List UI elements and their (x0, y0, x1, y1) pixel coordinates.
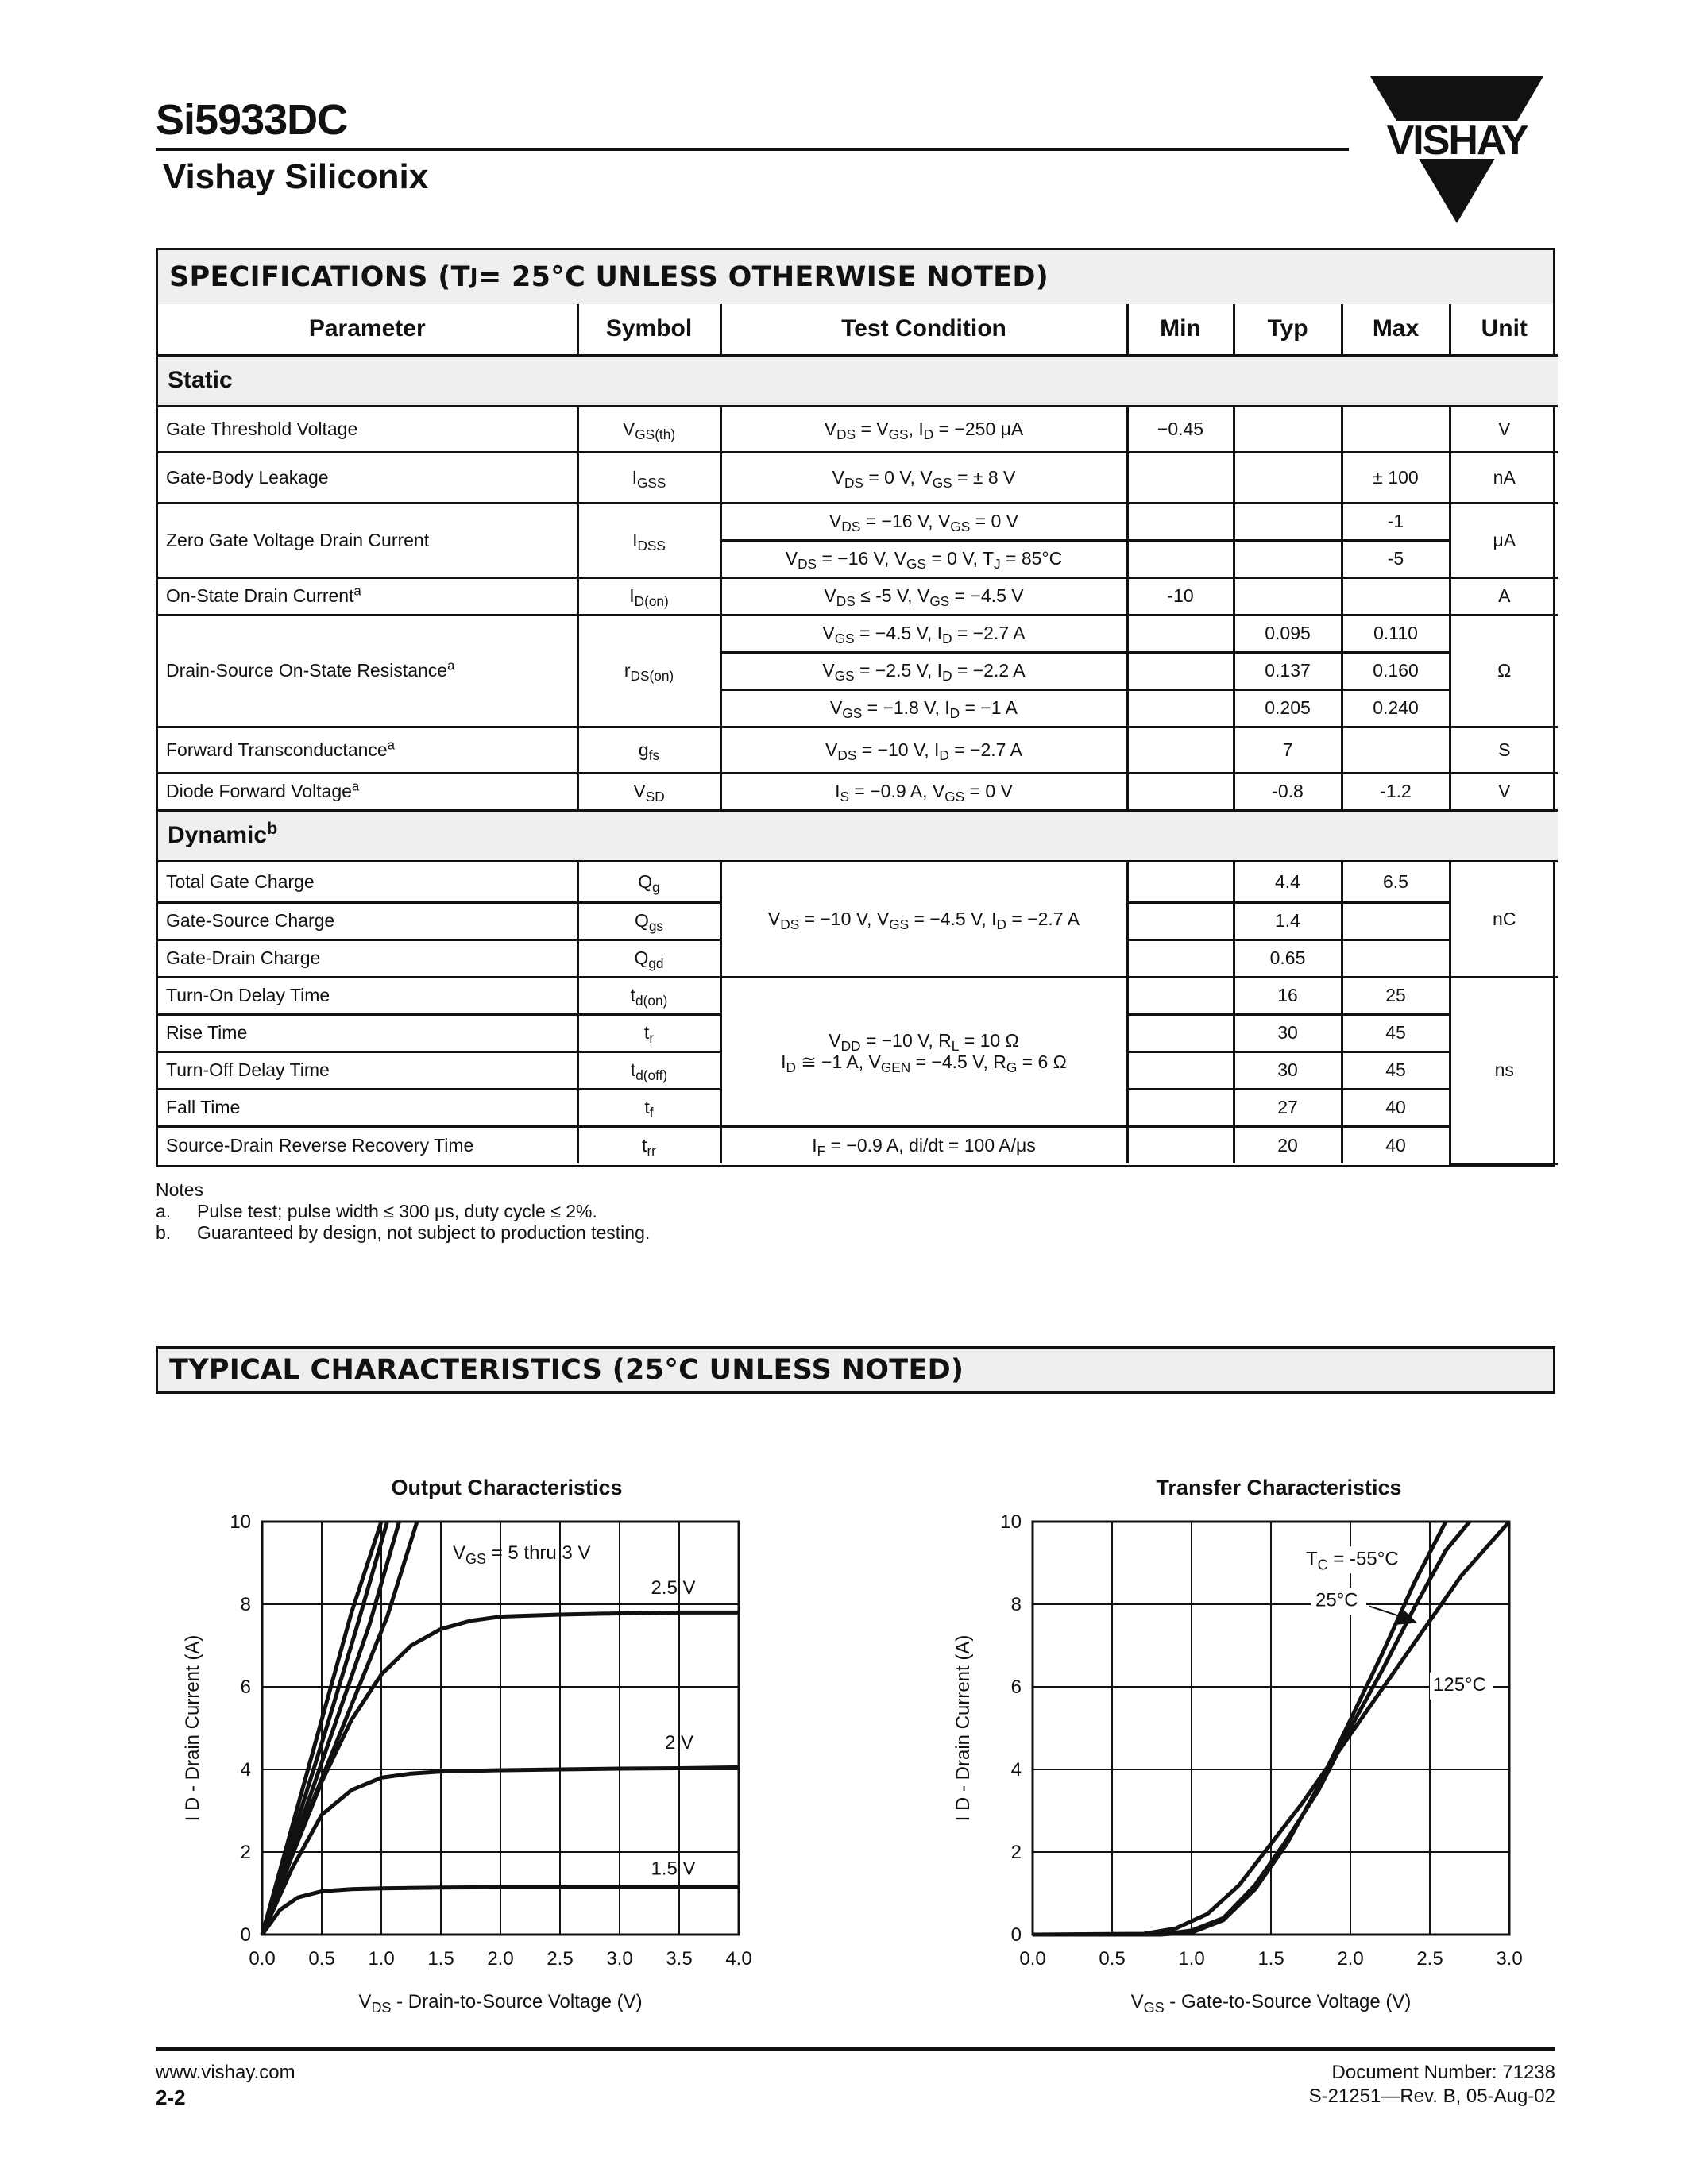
column-header: Test Condition (720, 304, 1127, 355)
table-row: On-State Drain Current$^a$ $I_{D(on)}$ $V_{DS} \le -5$ V, $V_{GS} = -4.5$ V -10 A (158, 577, 1558, 615)
table-row: Forward Transconductance$^a$ $g_{fs}$ $V_{DS} = -10$ V, $I_D = -2.7$ A 7 S (158, 727, 1558, 773)
x-tick-label: 3.5 (666, 1948, 693, 1970)
series-label: 2 V (664, 1732, 694, 1754)
company-name: Vishay Siliconix (163, 157, 429, 196)
specifications-section (156, 248, 1555, 1167)
series-line (1033, 1522, 1446, 1935)
table-row: Zero Gate Voltage Drain Current $I_{DSS}$ $V_{DS} = -16$ V, $V_{GS} = 0$ V -1 μA (158, 503, 1558, 540)
typical-characteristics-section (156, 1346, 1555, 1394)
typical-characteristics-title: TYPICAL CHARACTERISTICS (25°C UNLESS NOTED) (158, 1349, 1553, 1391)
x-tick-label: 2.0 (1337, 1948, 1364, 1970)
group-row-dynamic: Dynamic$^b$ (158, 810, 1558, 861)
column-header: Max (1342, 304, 1450, 355)
table-row: $V_{GS} = -2.5$ V, $I_D = -2.2$ A 0.137 0.160 (158, 652, 1558, 689)
chart-title: Output Characteristics (391, 1476, 623, 1499)
page-number: 2-2 (156, 2086, 186, 2109)
y-tick-label: 6 (240, 1677, 251, 1698)
column-header: Unit (1450, 304, 1558, 355)
series-label: 1.5 V (651, 1858, 696, 1880)
revision: S-21251—Rev. B, 05-Aug-02 (1308, 2086, 1555, 2107)
website-link[interactable]: www.vishay.com (156, 2062, 295, 2083)
x-tick-label: 1.5 (1257, 1948, 1284, 1970)
y-axis-label: I D - Drain Current (A) (952, 1634, 974, 1822)
chart-title: Transfer Characteristics (1156, 1476, 1402, 1499)
table-row: Gate-Body Leakage $I_{GSS}$ $V_{DS} = 0$ V, $V_{GS}$ = ± 8 V ± 100 nA (158, 452, 1558, 503)
y-tick-label: 4 (240, 1759, 251, 1781)
x-axis-label: $V_{GS}$ - Gate-to-Source Voltage (V) (1130, 1991, 1412, 2016)
table-row: Total Gate Charge $Q_g$ $V_{DS} = -10$ V, $V_{GS} = -4.5$ V, $I_D = -2.7$ A 4.4 6.5 nC (158, 861, 1558, 902)
x-axis-label: $V_{DS}$ - Drain-to-Source Voltage (V) (358, 1991, 643, 2016)
series-line (262, 1522, 388, 1935)
series-label: 125°C (1433, 1674, 1486, 1696)
specifications-table (158, 304, 1558, 1165)
x-tick-label: 0.5 (308, 1948, 335, 1970)
table-row: $V_{DS} = -16$ V, $V_{GS} = 0$ V, $T_J = 85^\circ C$ -5 (158, 540, 1558, 577)
x-tick-label: 1.0 (1178, 1948, 1205, 1970)
note-b: b. Guaranteed by design, not subject to production testing. (156, 1222, 651, 1243)
x-tick-label: 3.0 (606, 1948, 633, 1970)
table-row: Gate-Source Charge $Q_{gs}$ 1.4 (158, 902, 1558, 940)
notes-heading: Notes (156, 1179, 204, 1200)
table-row: Gate Threshold Voltage $V_{GS(th)}$ $V_{DS} = V_{GS}$, $I_D = -250$ μA −0.45 V (158, 406, 1558, 452)
y-tick-label: 2 (1010, 1842, 1022, 1863)
x-tick-label: 0.0 (249, 1948, 276, 1970)
table-row: Drain-Source On-State Resistance$^a$ $r_{DS(on)}$ $V_{GS} = -4.5$ V, $I_D = -2.7$ A 0.095 0.110 Ω (158, 615, 1558, 652)
y-tick-label: 10 (1000, 1511, 1022, 1533)
x-tick-label: 0.5 (1099, 1948, 1126, 1970)
vishay-logo (1370, 76, 1543, 223)
y-axis-label: I D - Drain Current (A) (182, 1634, 203, 1822)
table-row: Rise Time $t_r$ 30 45 (158, 1014, 1558, 1051)
group-row-static: Static (158, 355, 1558, 406)
column-header: Min (1127, 304, 1234, 355)
table-header-row (158, 304, 1558, 355)
y-tick-label: 0 (240, 1924, 251, 1946)
x-tick-label: 0.0 (1019, 1948, 1046, 1970)
x-tick-label: 1.5 (427, 1948, 454, 1970)
table-row: $V_{GS} = -1.8$ V, $I_D = -1$ A 0.205 0.240 (158, 689, 1558, 727)
part-number: Si5933DC (156, 96, 348, 144)
specifications-title: SPECIFICATIONS (T J = 25°C UNLESS OTHERWISE NOTED) (158, 250, 1553, 304)
y-tick-label: 10 (230, 1511, 251, 1533)
series-label: $T_C = -55^\circ C$ (1306, 1548, 1399, 1573)
y-tick-label: 0 (1010, 1924, 1022, 1946)
column-header: Parameter (158, 304, 577, 355)
transfer-characteristics-chart (921, 1501, 1541, 2025)
table-row: Turn-Off Delay Time $t_{d(off)}$ 30 45 (158, 1051, 1558, 1089)
x-tick-label: 2.5 (1416, 1948, 1443, 1970)
series-label: 25°C (1315, 1589, 1358, 1611)
y-tick-label: 8 (240, 1594, 251, 1615)
output-characteristics-chart (151, 1501, 771, 2025)
x-tick-label: 2.5 (547, 1948, 574, 1970)
x-tick-label: 3.0 (1496, 1948, 1523, 1970)
table-row: Fall Time $t_f$ 27 40 (158, 1089, 1558, 1126)
column-header: Symbol (577, 304, 720, 355)
y-tick-label: 2 (240, 1842, 251, 1863)
table-row: Gate-Drain Charge $Q_{gd}$ 0.65 (158, 940, 1558, 977)
series-label: $V_{GS} = 5$ thru 3 V (453, 1542, 591, 1567)
y-tick-label: 4 (1010, 1759, 1022, 1781)
y-tick-label: 6 (1010, 1677, 1022, 1698)
y-tick-label: 8 (1010, 1594, 1022, 1615)
notes (156, 1179, 650, 1244)
table-row: Diode Forward Voltage$^a$ $V_{SD}$ $I_S = -0.9$ A, $V_{GS} = 0$ V -0.8 -1.2 V (158, 773, 1558, 810)
header-rule (156, 148, 1349, 151)
column-header: Typ (1234, 304, 1342, 355)
svg-text:VISHAY: VISHAY (1386, 118, 1528, 164)
x-tick-label: 1.0 (368, 1948, 395, 1970)
x-tick-label: 2.0 (487, 1948, 514, 1970)
table-row: Source-Drain Reverse Recovery Time $t_{rr}$ $I_F = -0.9$ A, di/dt = 100 A/μs 20 40 (158, 1126, 1558, 1163)
table-row: Turn-On Delay Time $t_{d(on)}$ $V_{DD} = -10$ V, $R_L = 10$ Ω $I_D$ ≅ −1 A, $V_{GEN} = -4.5$ V, $R_G = 6$ Ω 16 25 ns (158, 977, 1558, 1014)
x-tick-label: 4.0 (725, 1948, 752, 1970)
series-label: 2.5 V (651, 1577, 696, 1599)
footer-rule (156, 2047, 1555, 2051)
series-line (262, 1522, 400, 1935)
document-number: Document Number: 71238 (1331, 2062, 1555, 2083)
note-a: a. Pulse test; pulse width ≤ 300 μs, duty cycle ≤ 2%. (156, 1201, 597, 1221)
